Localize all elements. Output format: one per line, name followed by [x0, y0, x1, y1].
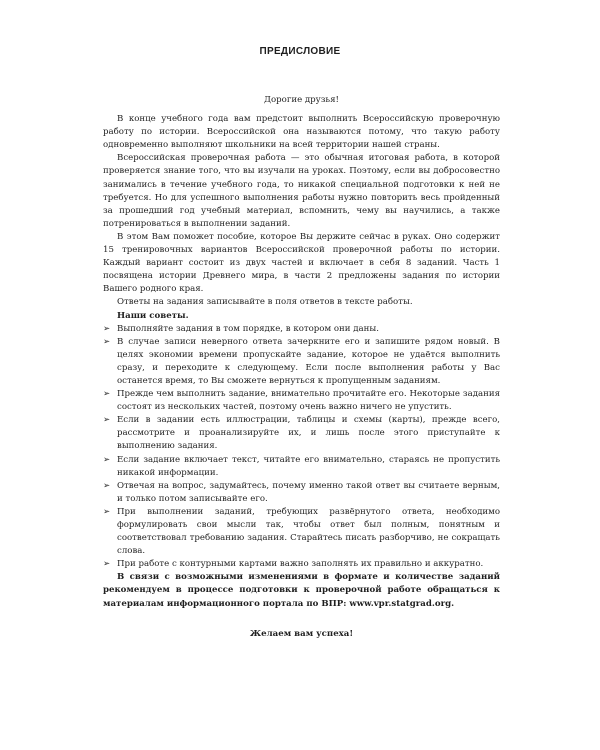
advice-heading: Наши советы. [117, 310, 189, 321]
tips-list [103, 323, 500, 572]
list-item [103, 558, 500, 571]
arrow-bullet-icon: ➢ [103, 559, 111, 570]
tip-text: Выполняйте задания в том порядке, в котором они даны. [117, 323, 379, 334]
closing-wish: Желаем вам успеха! [249, 628, 354, 639]
arrow-bullet-icon: ➢ [103, 454, 111, 465]
tip-text: В случае записи неверного ответа зачеркните его и запишите рядом новый. В целях экономии времени пропускайте задание, которое не удаётся выполнить сразу, и переходите к следующему. Если после выполнения работы у Вас останется время, то Вы сможете вернуться к пропущенным заданиям. [117, 336, 500, 386]
list-item [103, 506, 500, 558]
tip-text: При работе с контурными картами важно заполнять их правильно и аккуратно. [117, 559, 484, 570]
preface-body [103, 94, 500, 641]
paragraph: В конце учебного года вам предстоит выполнить Всероссийскую проверочную работу по истории. Всероссийской она называются потому, что такую работу одновременно выполняют школьники на всей территории нашей страны. [103, 114, 500, 151]
list-item [103, 323, 500, 336]
arrow-bullet-icon: ➢ [103, 323, 111, 334]
paragraph: Всероссийская проверочная работа — это обычная итоговая работа, в которой проверяется знание того, что вы изучали на уроках. Поэтому, если вы добросовестно занимались в течение учебного года, то никакой специальной подготовки к ней не требуется. Но для успешного выполнения работы нужно повторить весь пройденный за прошедший год учебный материал, вспомнить, чему вы научились, а также потренироваться в выполнении заданий. [103, 153, 500, 229]
list-item [103, 480, 500, 506]
tip-text: Если в задании есть иллюстрации, таблицы и схемы (карты), прежде всего, рассмотрите и проанализируйте их, и лишь после этого приступайте к выполнению задания. [117, 415, 500, 452]
paragraph: В этом Вам поможет пособие, которое Вы держите сейчас в руках. Оно содержит 15 тренировочных вариантов Всероссийской проверочной работы по истории. Каждый вариант состоит из двух частей и включает в себя 8 заданий. Часть 1 посвящена истории Древнего мира, в части 2 предложены задания по истории Вашего родного края. [103, 231, 500, 295]
tip-text: При выполнении заданий, требующих развёрнутого ответа, необходимо формулировать свои мысли так, чтобы ответ был полным, понятным и соответствовал требованию задания. Старайтесь писать разборчиво, не сокращать слова. [117, 506, 500, 557]
list-item [103, 388, 500, 414]
page-title: ПРЕДИСЛОВИЕ [259, 46, 341, 57]
arrow-bullet-icon: ➢ [103, 506, 111, 517]
list-item [103, 414, 500, 453]
arrow-bullet-icon: ➢ [103, 415, 111, 426]
greeting: Дорогие друзья! [264, 95, 339, 105]
arrow-bullet-icon: ➢ [103, 480, 111, 491]
paragraph: Ответы на задания записывайте в поля ответов в тексте работы. [117, 297, 413, 308]
tip-text: Отвечая на вопрос, задумайтесь, почему именно такой ответ вы считаете верным, и только потом записывайте его. [117, 480, 500, 504]
tip-text: Прежде чем выполнить задание, внимательно прочитайте его. Некоторые задания состоят из нескольких частей, поэтому очень важно ничего не упустить. [117, 389, 500, 413]
list-item [103, 454, 500, 480]
notice-paragraph: В связи с возможными изменениями в формате и количестве заданий рекомендуем в процессе подготовки к проверочной работе обращаться к материалам информационного портала по ВПР: www.vpr.statgrad.org. [103, 572, 500, 609]
tip-text: Если задание включает текст, читайте его внимательно, стараясь не пропустить никакой информации. [117, 454, 500, 478]
arrow-bullet-icon: ➢ [103, 336, 111, 347]
list-item [103, 336, 500, 388]
arrow-bullet-icon: ➢ [103, 389, 111, 400]
